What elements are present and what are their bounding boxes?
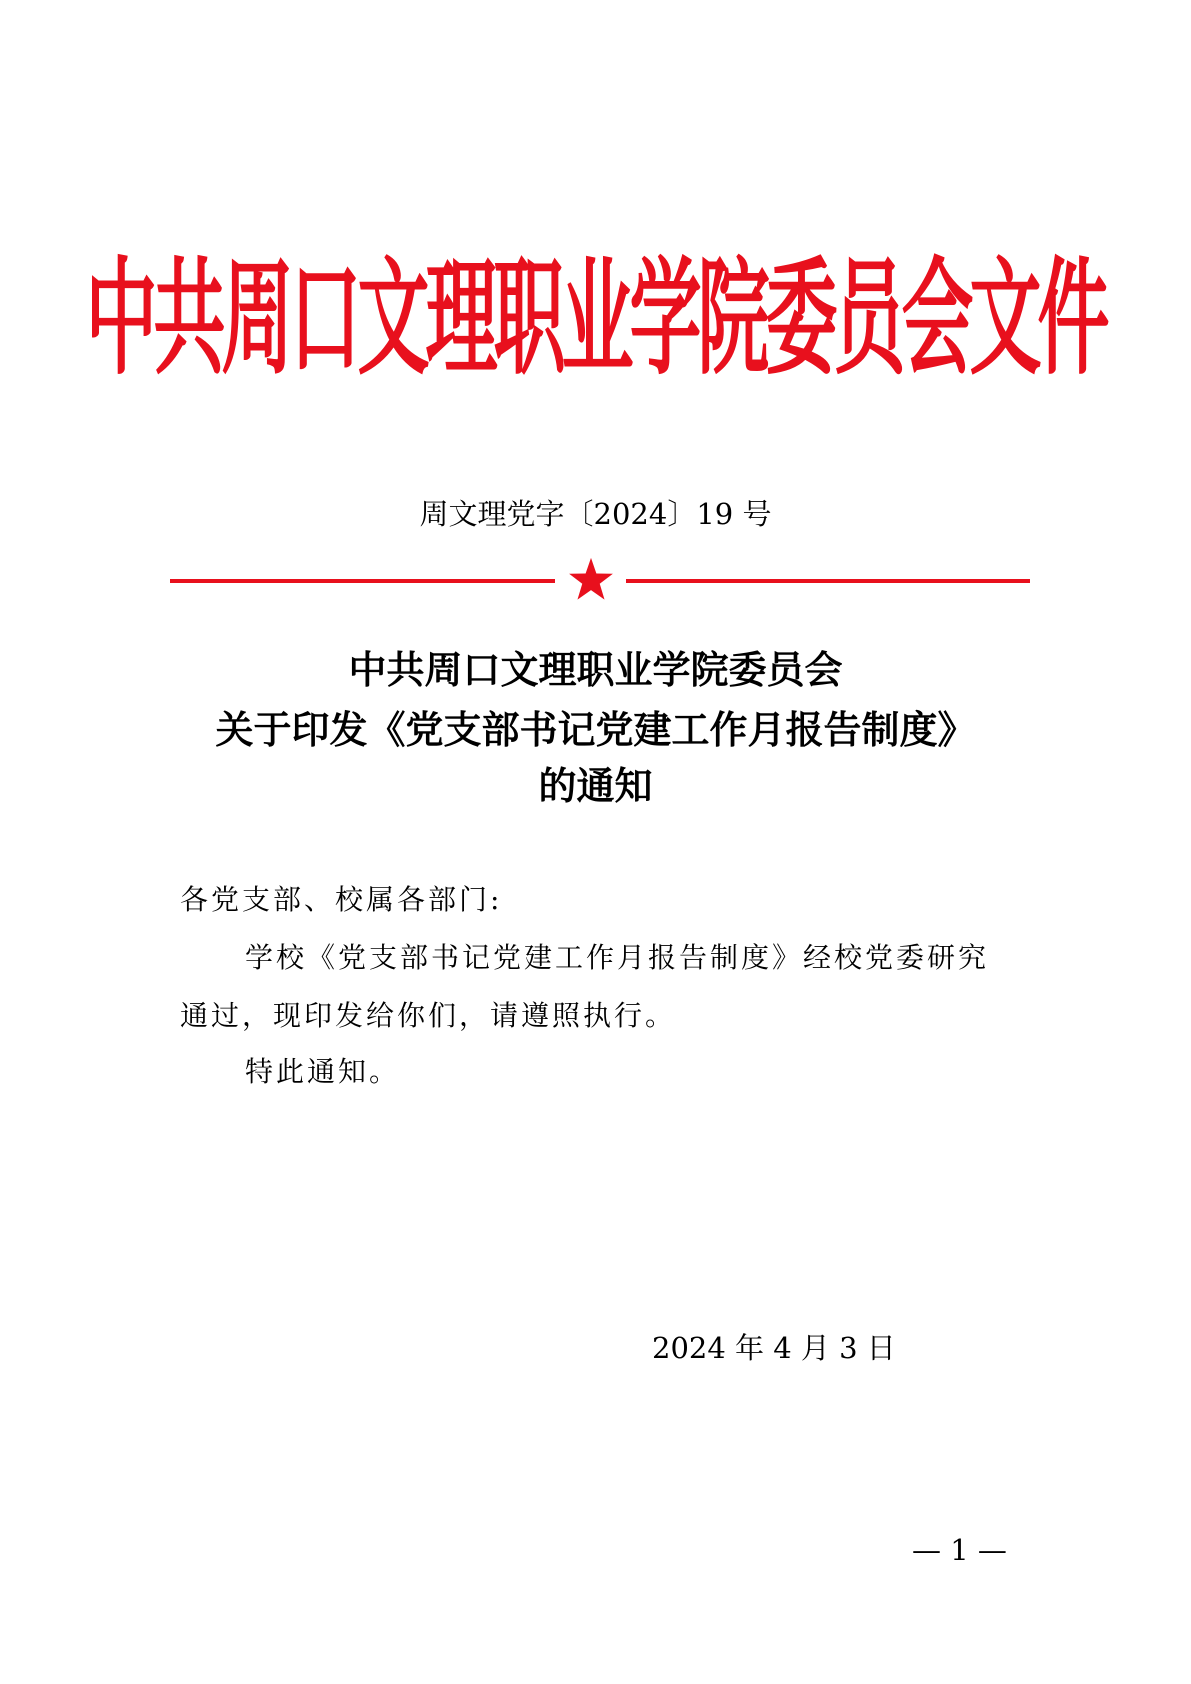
red-star-icon <box>567 556 615 604</box>
body-paragraph-line-2: 通过，现印发给你们，请遵照执行。 <box>180 999 677 1032</box>
addressee: 各党支部、校属各部门: <box>180 883 503 916</box>
red-rule-right <box>626 579 1030 583</box>
document-number: 周文理党字〔2024〕19 号 <box>419 497 772 531</box>
red-rule-left <box>170 579 555 583</box>
closing-line: 特此通知。 <box>245 1055 401 1088</box>
notice-title-line-1: 中共周口文理职业学院委员会 <box>348 647 843 692</box>
page-number: — 1 — <box>912 1533 1007 1567</box>
notice-title-line-3: 的通知 <box>538 763 653 808</box>
body-paragraph-line-1: 学校《党支部书记党建工作月报告制度》经校党委研究 <box>245 941 990 974</box>
notice-title-line-2: 关于印发《党支部书记党建工作月报告制度》 <box>215 707 976 752</box>
red-header-title: 中共周口文理职业学院委员会文件 <box>85 242 1106 392</box>
issue-date: 2024 年 4 月 3 日 <box>652 1331 896 1365</box>
